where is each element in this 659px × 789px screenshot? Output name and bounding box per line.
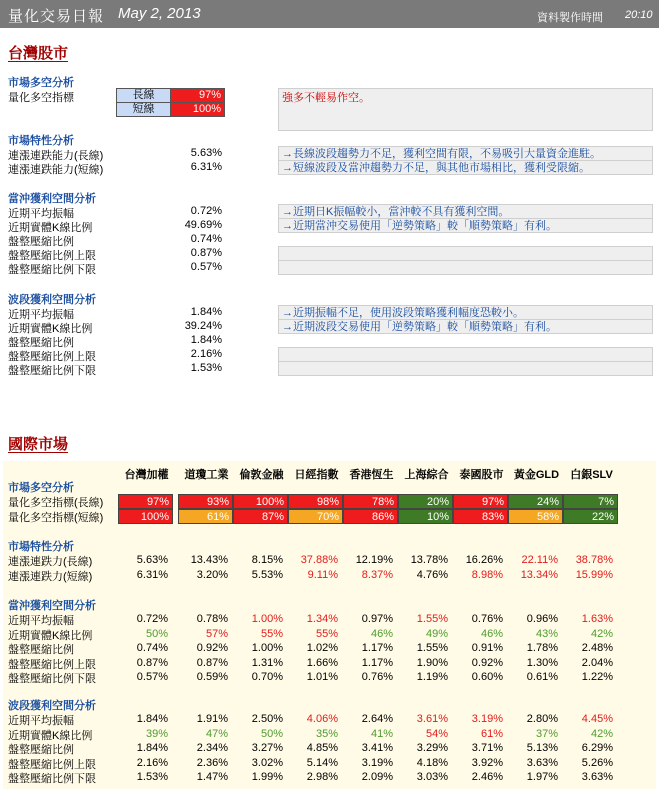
intl-cell: 0.78% bbox=[196, 613, 228, 625]
intl-cell: 8.98% bbox=[471, 568, 503, 581]
intl-cell: 47% bbox=[205, 727, 228, 740]
intl-column-header: 道瓊工業 bbox=[184, 469, 229, 481]
intl-row-label: 近期平均振幅 bbox=[8, 715, 74, 727]
intl-cell: 0.87% bbox=[196, 656, 228, 669]
tw-swing-row-value: 39.24% bbox=[184, 320, 222, 332]
intl-cell: 1.55% bbox=[416, 613, 448, 625]
intl-cell: 1.78% bbox=[526, 642, 558, 655]
intl-row-label: 盤整壓縮比例上限 bbox=[8, 758, 96, 771]
tw-intraday-row-value: 0.87% bbox=[190, 247, 222, 259]
intl-cell: 50% bbox=[260, 727, 283, 740]
intl-cell: 1.84% bbox=[136, 742, 168, 755]
intl-cell: 2.98% bbox=[306, 771, 338, 784]
intl-cell: 3.19% bbox=[361, 756, 393, 769]
taiwan-section-title: 台灣股市 bbox=[8, 45, 69, 62]
intl-cell: 3.20% bbox=[196, 568, 228, 581]
intl-cell: 1.66% bbox=[306, 656, 338, 669]
intl-row-label: 盤整壓縮比例下限 bbox=[8, 773, 96, 786]
intl-cell: 8.37% bbox=[361, 568, 393, 581]
intl-cell: 1.97% bbox=[526, 771, 558, 784]
intl-cell: 1.34% bbox=[306, 613, 338, 625]
tw-trait-note: →短線波段及當沖趨勢力不足，與其他市場相比，獲利受限縮。 bbox=[278, 160, 653, 175]
intl-cell: 1.22% bbox=[581, 671, 613, 684]
tw-swing-note-blank bbox=[278, 361, 653, 376]
intl-cell: 86% bbox=[343, 509, 398, 524]
tw-intraday-note: →近期當沖交易使用「逆勢策略」較「順勢策略」有利。 bbox=[278, 218, 653, 233]
intl-cell: 1.47% bbox=[196, 771, 228, 784]
intl-cell: 3.02% bbox=[251, 756, 283, 769]
intl-row-label: 近期實體K線比例 bbox=[8, 629, 93, 642]
intl-cell: 1.53% bbox=[136, 771, 168, 784]
intl-cell: 3.27% bbox=[251, 742, 283, 755]
tw-trait-section: 市場特性分析 bbox=[8, 135, 74, 147]
intl-cell: 2.34% bbox=[196, 742, 228, 755]
tw-short-value: 100% bbox=[170, 102, 225, 117]
intl-cell: 42% bbox=[590, 727, 613, 740]
intl-cell: 3.03% bbox=[416, 771, 448, 784]
intl-cell: 0.97% bbox=[361, 613, 393, 625]
intl-row-label: 近期實體K線比例 bbox=[8, 729, 93, 742]
tw-swing-row-label: 盤整壓縮比例上限 bbox=[8, 351, 96, 363]
tw-swing-note-blank bbox=[278, 347, 653, 362]
tw-swing-note: →近期波段交易使用「逆勢策略」較「順勢策略」有利。 bbox=[278, 319, 653, 334]
tw-intraday-row-label: 盤整壓縮比例 bbox=[8, 236, 74, 248]
intl-cell: 49% bbox=[425, 627, 448, 640]
intl-cell: 10% bbox=[398, 509, 453, 524]
intl-column-header: 黃金GLD bbox=[513, 469, 560, 481]
intl-cell: 93% bbox=[178, 494, 233, 509]
intl-cell: 57% bbox=[205, 627, 228, 640]
intl-cell: 9.11% bbox=[307, 568, 338, 581]
intl-cell: 78% bbox=[343, 494, 398, 509]
intl-cell: 1.00% bbox=[251, 613, 283, 625]
intl-cell: 1.31% bbox=[251, 656, 283, 669]
intl-cell: 83% bbox=[453, 509, 508, 524]
intl-cell: 1.17% bbox=[361, 656, 393, 669]
tw-trait-row-value: 5.63% bbox=[190, 147, 222, 159]
intl-cell: 50% bbox=[145, 627, 168, 640]
intl-cell: 0.61% bbox=[526, 671, 558, 684]
intl-cell: 3.19% bbox=[471, 713, 503, 725]
intl-cell: 13.43% bbox=[190, 554, 228, 566]
intl-cell: 38.78% bbox=[575, 554, 613, 566]
intl-cell: 2.48% bbox=[581, 642, 613, 655]
intl-column-header: 台灣加權 bbox=[124, 469, 169, 481]
intl-cell: 2.04% bbox=[581, 656, 613, 669]
intl-cell: 5.53% bbox=[251, 568, 283, 581]
intl-cell: 1.91% bbox=[196, 713, 228, 725]
intl-cell: 13.34% bbox=[520, 568, 558, 581]
intl-cell: 2.64% bbox=[361, 713, 393, 725]
intl-cell: 1.00% bbox=[251, 642, 283, 655]
tw-market-comment: 強多不輕易作空。 bbox=[278, 88, 653, 131]
intl-cell: 5.13% bbox=[526, 742, 558, 755]
intl-cell: 24% bbox=[508, 494, 563, 509]
intl-cell: 97% bbox=[118, 494, 173, 509]
intl-cell: 58% bbox=[508, 509, 563, 524]
tw-intraday-row-value: 49.69% bbox=[184, 219, 222, 231]
intl-cell: 42% bbox=[590, 627, 613, 640]
intl-column-header: 上海綜合 bbox=[404, 469, 449, 481]
intl-cell: 1.30% bbox=[526, 656, 558, 669]
intl-section-header: 市場多空分析 bbox=[8, 482, 74, 494]
intl-cell: 0.60% bbox=[471, 671, 503, 684]
intl-column-header: 香港恆生 bbox=[349, 469, 394, 481]
intl-cell: 5.26% bbox=[581, 756, 613, 769]
intl-cell: 22.11% bbox=[521, 554, 558, 566]
intl-cell: 98% bbox=[288, 494, 343, 509]
intl-cell: 1.19% bbox=[416, 671, 448, 684]
intl-cell: 41% bbox=[370, 727, 393, 740]
intl-cell: 43% bbox=[535, 627, 558, 640]
intl-row-label: 近期平均振幅 bbox=[8, 615, 74, 627]
intl-cell: 22% bbox=[563, 509, 618, 524]
intl-cell: 4.06% bbox=[306, 713, 338, 725]
intl-column-header: 日經指數 bbox=[294, 469, 339, 481]
tw-long-label: 長線 bbox=[116, 88, 171, 103]
intl-cell: 15.99% bbox=[575, 568, 613, 581]
tw-intraday-row-value: 0.72% bbox=[190, 205, 222, 217]
tw-intraday-row-label: 盤整壓縮比例上限 bbox=[8, 250, 96, 262]
intl-row-label: 量化多空指標(短線) bbox=[8, 511, 104, 524]
tw-long-value: 97% bbox=[170, 88, 225, 103]
intl-cell: 61% bbox=[480, 727, 503, 740]
intl-cell: 55% bbox=[260, 627, 283, 640]
intl-cell: 0.76% bbox=[361, 671, 393, 684]
tw-intraday-section: 當沖獲利空間分析 bbox=[8, 193, 96, 205]
tw-swing-row-label: 近期平均振幅 bbox=[8, 309, 74, 321]
intl-cell: 0.76% bbox=[471, 613, 503, 625]
intl-cell: 1.17% bbox=[361, 642, 393, 655]
intl-cell: 1.55% bbox=[416, 642, 448, 655]
intl-cell: 4.76% bbox=[416, 568, 448, 581]
tw-swing-row-value: 2.16% bbox=[190, 348, 222, 360]
made-time-value: 20:10 bbox=[625, 9, 653, 21]
tw-trait-row-label: 連漲連跌能力(短線) bbox=[8, 164, 104, 176]
intl-cell: 0.72% bbox=[136, 613, 168, 625]
tw-swing-row-label: 近期實體K線比例 bbox=[8, 323, 93, 335]
intl-cell: 97% bbox=[453, 494, 508, 509]
intl-cell: 100% bbox=[233, 494, 288, 509]
made-time-label: 資料製作時間 bbox=[537, 12, 603, 24]
tw-market-section: 市場多空分析 bbox=[8, 77, 74, 89]
intl-cell: 1.90% bbox=[416, 656, 448, 669]
intl-cell: 1.63% bbox=[581, 613, 613, 625]
intl-cell: 0.70% bbox=[251, 671, 283, 684]
intl-cell: 55% bbox=[315, 627, 338, 640]
intl-cell: 1.01% bbox=[306, 671, 338, 684]
intl-cell: 37% bbox=[535, 727, 558, 740]
intl-cell: 7% bbox=[563, 494, 618, 509]
intl-cell: 3.41% bbox=[361, 742, 393, 755]
intl-column-header: 倫敦金融 bbox=[239, 469, 284, 481]
report-date: May 2, 2013 bbox=[118, 5, 201, 22]
tw-trait-note: →長線波段趨勢力不足，獲利空間有限，不易吸引大量資金進駐。 bbox=[278, 146, 653, 161]
tw-swing-section: 波段獲利空間分析 bbox=[8, 294, 96, 306]
intl-section-header: 當沖獲利空間分析 bbox=[8, 600, 96, 612]
intl-cell: 35% bbox=[315, 727, 338, 740]
intl-cell: 3.61% bbox=[416, 713, 448, 725]
intl-cell: 54% bbox=[425, 727, 448, 740]
intl-cell: 2.50% bbox=[251, 713, 283, 725]
intl-cell: 20% bbox=[398, 494, 453, 509]
tw-intraday-note: →近期日K振幅較小，當沖較不具有獲利空間。 bbox=[278, 204, 653, 219]
intl-cell: 1.99% bbox=[251, 771, 283, 784]
intl-cell: 4.18% bbox=[416, 756, 448, 769]
intl-cell: 5.14% bbox=[306, 756, 338, 769]
intl-cell: 8.15% bbox=[251, 554, 283, 566]
intl-cell: 2.16% bbox=[136, 756, 168, 769]
tw-swing-row-value: 1.84% bbox=[190, 334, 222, 346]
tw-indicator-label: 量化多空指標 bbox=[8, 92, 74, 104]
intl-column-header: 泰國股市 bbox=[459, 469, 504, 481]
tw-intraday-row-label: 近期平均振幅 bbox=[8, 208, 74, 220]
intl-cell: 0.87% bbox=[136, 656, 168, 669]
intl-column-header: 白銀SLV bbox=[570, 469, 613, 481]
tw-swing-row-value: 1.53% bbox=[190, 362, 222, 374]
intl-cell: 0.96% bbox=[526, 613, 558, 625]
intl-cell: 3.71% bbox=[471, 742, 503, 755]
intl-row-label: 盤整壓縮比例下限 bbox=[8, 673, 96, 686]
intl-cell: 0.92% bbox=[196, 642, 228, 655]
tw-intraday-note-blank bbox=[278, 246, 653, 261]
intl-cell: 46% bbox=[370, 627, 393, 640]
intl-cell: 12.19% bbox=[355, 554, 393, 566]
intl-cell: 61% bbox=[178, 509, 233, 524]
intl-cell: 1.02% bbox=[306, 642, 338, 655]
tw-intraday-note-blank bbox=[278, 260, 653, 275]
intl-cell: 0.74% bbox=[136, 642, 168, 655]
intl-section-header: 波段獲利空間分析 bbox=[8, 700, 96, 712]
intl-cell: 0.92% bbox=[471, 656, 503, 669]
intl-cell: 37.88% bbox=[300, 554, 338, 566]
intl-row-label: 連漲連跌力(短線) bbox=[8, 570, 93, 583]
intl-cell: 87% bbox=[233, 509, 288, 524]
intl-cell: 2.80% bbox=[526, 713, 558, 725]
intl-cell: 100% bbox=[118, 509, 173, 524]
intl-cell: 2.46% bbox=[471, 771, 503, 784]
intl-cell: 2.36% bbox=[196, 756, 228, 769]
tw-swing-row-label: 盤整壓縮比例下限 bbox=[8, 365, 96, 377]
intl-cell: 4.85% bbox=[306, 742, 338, 755]
intl-cell: 6.31% bbox=[136, 568, 168, 581]
intl-cell: 0.59% bbox=[196, 671, 228, 684]
intl-cell: 1.84% bbox=[136, 713, 168, 725]
tw-swing-row-value: 1.84% bbox=[190, 306, 222, 318]
intl-cell: 3.29% bbox=[416, 742, 448, 755]
tw-intraday-row-label: 近期實體K線比例 bbox=[8, 222, 93, 234]
tw-trait-row-value: 6.31% bbox=[190, 161, 222, 173]
intl-row-label: 盤整壓縮比例 bbox=[8, 744, 74, 757]
intl-row-label: 連漲連跌力(長線) bbox=[8, 556, 93, 568]
tw-intraday-row-value: 0.57% bbox=[190, 261, 222, 273]
intl-section-title: 國際市場 bbox=[8, 436, 69, 453]
intl-cell: 46% bbox=[480, 627, 503, 640]
intl-cell: 0.91% bbox=[471, 642, 503, 655]
intl-cell: 70% bbox=[288, 509, 343, 524]
intl-cell: 3.63% bbox=[526, 756, 558, 769]
report-title: 量化交易日報 bbox=[8, 8, 105, 25]
intl-row-label: 盤整壓縮比例 bbox=[8, 644, 74, 657]
intl-cell: 16.26% bbox=[465, 554, 503, 566]
intl-cell: 4.45% bbox=[581, 713, 613, 725]
tw-trait-row-label: 連漲連跌能力(長線) bbox=[8, 150, 104, 162]
intl-cell: 0.57% bbox=[136, 671, 168, 684]
intl-cell: 6.29% bbox=[581, 742, 613, 755]
tw-swing-row-label: 盤整壓縮比例 bbox=[8, 337, 74, 349]
intl-cell: 5.63% bbox=[136, 554, 168, 566]
intl-cell: 2.09% bbox=[361, 771, 393, 784]
tw-swing-note: →近期振幅不足，使用波段策略獲利幅度恐較小。 bbox=[278, 305, 653, 320]
intl-row-label: 量化多空指標(長線) bbox=[8, 497, 104, 509]
tw-short-label: 短線 bbox=[116, 102, 171, 117]
tw-intraday-row-label: 盤整壓縮比例下限 bbox=[8, 264, 96, 276]
intl-cell: 13.78% bbox=[410, 554, 448, 566]
intl-cell: 3.92% bbox=[471, 756, 503, 769]
tw-intraday-row-value: 0.74% bbox=[190, 233, 222, 245]
intl-row-label: 盤整壓縮比例上限 bbox=[8, 658, 96, 671]
intl-section-header: 市場特性分析 bbox=[8, 541, 74, 553]
intl-cell: 3.63% bbox=[581, 771, 613, 784]
intl-cell: 39% bbox=[145, 727, 168, 740]
